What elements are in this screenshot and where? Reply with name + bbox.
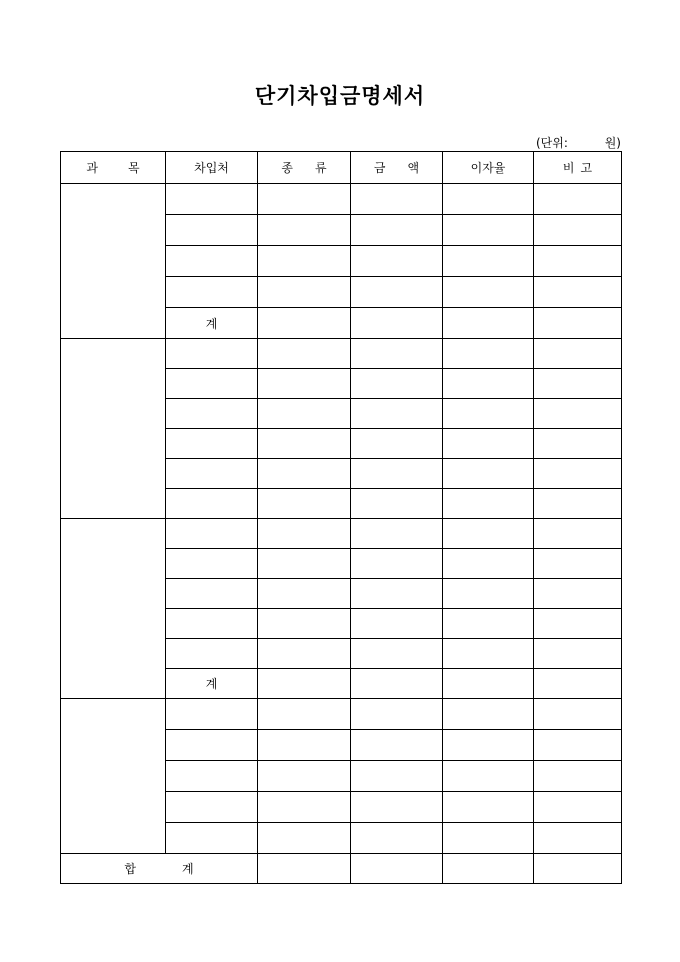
rate-cell[interactable] bbox=[443, 184, 534, 215]
subject-cell[interactable] bbox=[61, 519, 166, 699]
remarks-cell[interactable] bbox=[534, 669, 622, 699]
header-remarks-part2: 고 bbox=[580, 161, 593, 175]
lender-cell[interactable] bbox=[166, 549, 258, 579]
lender-cell[interactable] bbox=[166, 730, 258, 761]
table-row bbox=[61, 519, 622, 549]
header-amount-part1: 금 bbox=[373, 161, 386, 175]
rate-cell[interactable] bbox=[443, 761, 534, 792]
rate-cell[interactable] bbox=[443, 579, 534, 609]
remarks-cell[interactable] bbox=[534, 184, 622, 215]
remarks-cell[interactable] bbox=[534, 339, 622, 369]
rate-cell[interactable] bbox=[443, 639, 534, 669]
amount-cell[interactable] bbox=[351, 215, 443, 246]
table-row bbox=[61, 184, 622, 215]
lender-cell[interactable] bbox=[166, 369, 258, 399]
amount-cell[interactable] bbox=[351, 669, 443, 699]
header-row bbox=[61, 152, 622, 184]
lender-cell[interactable] bbox=[166, 429, 258, 459]
rate-cell[interactable] bbox=[443, 459, 534, 489]
table-row bbox=[61, 339, 622, 369]
total-label bbox=[61, 854, 258, 884]
amount-cell[interactable] bbox=[351, 639, 443, 669]
type-cell[interactable] bbox=[258, 277, 351, 308]
rate-cell[interactable] bbox=[443, 489, 534, 519]
rate-cell[interactable] bbox=[443, 519, 534, 549]
amount-cell[interactable] bbox=[351, 823, 443, 854]
header-subject-part1: 과 bbox=[86, 161, 98, 175]
rate-cell[interactable] bbox=[443, 369, 534, 399]
unit-note-open: (단위: bbox=[536, 136, 568, 150]
subtotal-label: 계 bbox=[166, 669, 258, 699]
rate-total-cell[interactable] bbox=[443, 854, 534, 884]
type-cell[interactable] bbox=[258, 549, 351, 579]
type-cell[interactable] bbox=[258, 184, 351, 215]
total-row bbox=[61, 854, 622, 884]
table-row bbox=[61, 699, 622, 730]
total-label-part2: 계 bbox=[182, 862, 194, 876]
rate-cell[interactable] bbox=[443, 730, 534, 761]
header-type-part2: 류 bbox=[315, 161, 327, 175]
amount-cell[interactable] bbox=[351, 399, 443, 429]
amount-cell[interactable] bbox=[351, 339, 443, 369]
rate-cell[interactable] bbox=[443, 215, 534, 246]
document-title: 단기차입금명세서 bbox=[254, 83, 426, 108]
rate-cell[interactable] bbox=[443, 669, 534, 699]
remarks-cell[interactable] bbox=[534, 699, 622, 730]
lender-cell[interactable] bbox=[166, 639, 258, 669]
rate-cell[interactable] bbox=[443, 308, 534, 339]
amount-cell[interactable] bbox=[351, 429, 443, 459]
amount-cell[interactable] bbox=[351, 519, 443, 549]
rate-cell[interactable] bbox=[443, 399, 534, 429]
header-amount bbox=[351, 152, 443, 184]
remarks-total-cell[interactable] bbox=[534, 854, 622, 884]
amount-cell[interactable] bbox=[351, 369, 443, 399]
type-cell[interactable] bbox=[258, 308, 351, 339]
remarks-cell[interactable] bbox=[534, 429, 622, 459]
remarks-cell[interactable] bbox=[534, 549, 622, 579]
amount-cell[interactable] bbox=[351, 792, 443, 823]
type-cell[interactable] bbox=[258, 761, 351, 792]
header-type-part1: 종 bbox=[281, 161, 293, 175]
amount-cell[interactable] bbox=[351, 549, 443, 579]
remarks-cell[interactable] bbox=[534, 277, 622, 308]
subtotal-label: 계 bbox=[166, 308, 258, 339]
type-cell[interactable] bbox=[258, 399, 351, 429]
header-lender: 차입처 bbox=[166, 152, 258, 184]
amount-cell[interactable] bbox=[351, 184, 443, 215]
lender-cell[interactable] bbox=[166, 277, 258, 308]
lender-cell[interactable] bbox=[166, 459, 258, 489]
remarks-cell[interactable] bbox=[534, 369, 622, 399]
remarks-cell[interactable] bbox=[534, 519, 622, 549]
rate-cell[interactable] bbox=[443, 246, 534, 277]
lender-cell[interactable] bbox=[166, 823, 258, 854]
borrowings-table bbox=[60, 151, 622, 884]
header-amount-part2: 액 bbox=[407, 161, 420, 175]
type-cell[interactable] bbox=[258, 215, 351, 246]
type-cell[interactable] bbox=[258, 730, 351, 761]
rate-cell[interactable] bbox=[443, 609, 534, 639]
lender-cell[interactable] bbox=[166, 339, 258, 369]
type-cell[interactable] bbox=[258, 459, 351, 489]
remarks-cell[interactable] bbox=[534, 399, 622, 429]
amount-cell[interactable] bbox=[351, 277, 443, 308]
remarks-cell[interactable] bbox=[534, 609, 622, 639]
lender-cell[interactable] bbox=[166, 246, 258, 277]
header-interest-rate: 이자율 bbox=[443, 152, 534, 184]
type-total-cell[interactable] bbox=[258, 854, 351, 884]
amount-cell[interactable] bbox=[351, 308, 443, 339]
remarks-cell[interactable] bbox=[534, 639, 622, 669]
type-cell[interactable] bbox=[258, 669, 351, 699]
subject-cell[interactable] bbox=[61, 699, 166, 854]
amount-cell[interactable] bbox=[351, 459, 443, 489]
remarks-cell[interactable] bbox=[534, 215, 622, 246]
amount-cell[interactable] bbox=[351, 579, 443, 609]
remarks-cell[interactable] bbox=[534, 823, 622, 854]
remarks-cell[interactable] bbox=[534, 308, 622, 339]
rate-cell[interactable] bbox=[443, 823, 534, 854]
remarks-cell[interactable] bbox=[534, 730, 622, 761]
lender-cell[interactable] bbox=[166, 184, 258, 215]
rate-cell[interactable] bbox=[443, 429, 534, 459]
type-cell[interactable] bbox=[258, 369, 351, 399]
lender-cell[interactable] bbox=[166, 761, 258, 792]
rate-cell[interactable] bbox=[443, 339, 534, 369]
type-cell[interactable] bbox=[258, 609, 351, 639]
type-cell[interactable] bbox=[258, 519, 351, 549]
subject-cell[interactable] bbox=[61, 339, 166, 519]
rate-cell[interactable] bbox=[443, 699, 534, 730]
type-cell[interactable] bbox=[258, 339, 351, 369]
amount-cell[interactable] bbox=[351, 489, 443, 519]
type-cell[interactable] bbox=[258, 792, 351, 823]
lender-cell[interactable] bbox=[166, 699, 258, 730]
subject-cell[interactable] bbox=[61, 184, 166, 339]
rate-cell[interactable] bbox=[443, 549, 534, 579]
remarks-cell[interactable] bbox=[534, 792, 622, 823]
type-cell[interactable] bbox=[258, 823, 351, 854]
type-cell[interactable] bbox=[258, 246, 351, 277]
amount-cell[interactable] bbox=[351, 730, 443, 761]
amount-cell[interactable] bbox=[351, 246, 443, 277]
remarks-cell[interactable] bbox=[534, 246, 622, 277]
lender-cell[interactable] bbox=[166, 609, 258, 639]
type-cell[interactable] bbox=[258, 489, 351, 519]
amount-cell[interactable] bbox=[351, 761, 443, 792]
lender-cell[interactable] bbox=[166, 489, 258, 519]
header-remarks-part1: 비 bbox=[562, 161, 575, 175]
total-label-part1: 합 bbox=[124, 862, 136, 876]
unit-note-close: 원) bbox=[604, 136, 621, 150]
type-cell[interactable] bbox=[258, 429, 351, 459]
header-subject-part2: 목 bbox=[128, 161, 140, 175]
header-type bbox=[258, 152, 351, 184]
lender-cell[interactable] bbox=[166, 215, 258, 246]
lender-cell[interactable] bbox=[166, 792, 258, 823]
lender-cell[interactable] bbox=[166, 519, 258, 549]
rate-cell[interactable] bbox=[443, 792, 534, 823]
lender-cell[interactable] bbox=[166, 399, 258, 429]
amount-cell[interactable] bbox=[351, 699, 443, 730]
lender-cell[interactable] bbox=[166, 579, 258, 609]
type-cell[interactable] bbox=[258, 699, 351, 730]
rate-cell[interactable] bbox=[443, 277, 534, 308]
remarks-cell[interactable] bbox=[534, 489, 622, 519]
remarks-cell[interactable] bbox=[534, 459, 622, 489]
type-cell[interactable] bbox=[258, 579, 351, 609]
remarks-cell[interactable] bbox=[534, 761, 622, 792]
header-subject bbox=[61, 152, 166, 184]
type-cell[interactable] bbox=[258, 639, 351, 669]
remarks-cell[interactable] bbox=[534, 579, 622, 609]
header-remarks bbox=[534, 152, 622, 184]
amount-cell[interactable] bbox=[351, 609, 443, 639]
amount-total-cell[interactable] bbox=[351, 854, 443, 884]
